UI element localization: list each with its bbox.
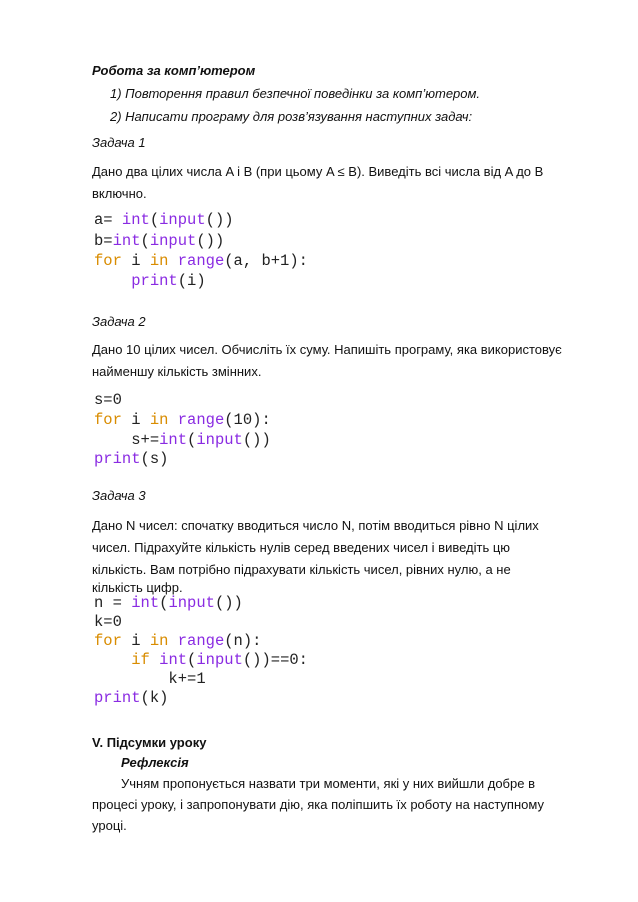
task1-title: Задача 1 <box>92 135 146 150</box>
task3-text-line: Дано N чисел: спочатку вводиться число N, потім вводиться рівно N цілих <box>92 518 539 533</box>
task1-text-line: включно. <box>92 186 147 201</box>
summary-subheading: Рефлексія <box>121 755 189 770</box>
summary-heading: V. Підсумки уроку <box>92 735 207 750</box>
task3-text-line: кількість. Вам потрібно підрахувати кількість чисел, рівних нулю, а не <box>92 562 511 577</box>
task1-text-line: Дано два цілих числа A і B (при цьому A ≤ B). Виведіть всі числа від A до B <box>92 164 544 179</box>
task3-code-line-1: n = int(input()) <box>94 594 243 612</box>
task1-code-line-2: b=int(input()) <box>94 232 225 250</box>
summary-text-line: Учням пропонується назвати три моменти, які у них вийшли добре в <box>121 776 535 791</box>
task3-title: Задача 3 <box>92 488 146 503</box>
task2-text-line: найменшу кількість змінних. <box>92 364 262 379</box>
task3-text-line: кількість цифр. <box>92 580 183 595</box>
task1-code-line-3: for i in range(a, b+1): <box>94 252 308 270</box>
task3-code-line-6: print(k) <box>94 689 169 707</box>
task3-text-line: чисел. Підрахуйте кількість нулів серед введених чисел і виведіть цю <box>92 540 511 555</box>
summary-text-line: процесі уроку, і запропонувати дію, яка поліпшить їх роботу на наступному <box>92 797 544 812</box>
task1-code-line-1: a= int(input()) <box>94 211 234 229</box>
task2-code-line-3: s+=int(input()) <box>131 431 271 449</box>
task3-code-line-2: k=0 <box>94 613 122 631</box>
task2-text-line: Дано 10 цілих чисел. Обчисліть їх суму. Напишіть програму, яка використовує <box>92 342 562 357</box>
section-title: Робота за комп’ютером <box>92 63 256 78</box>
task3-code-line-4: if int(input())==0: <box>131 651 308 669</box>
task2-title: Задача 2 <box>92 314 146 329</box>
summary-text-line: уроці. <box>92 818 127 833</box>
task3-code-line-5: k+=1 <box>94 670 206 688</box>
task2-code-line-2: for i in range(10): <box>94 411 271 429</box>
task3-code-line-3: for i in range(n): <box>94 632 262 650</box>
task1-code-line-4: print(i) <box>131 272 206 290</box>
task2-code-line-4: print(s) <box>94 450 169 468</box>
list-item-1: 1) Повторення правил безпечної поведінки за комп’ютером. <box>110 86 481 101</box>
task2-code-line-1: s=0 <box>94 391 122 409</box>
list-item-2: 2) Написати програму для розв’язування наступних задач: <box>110 109 473 124</box>
